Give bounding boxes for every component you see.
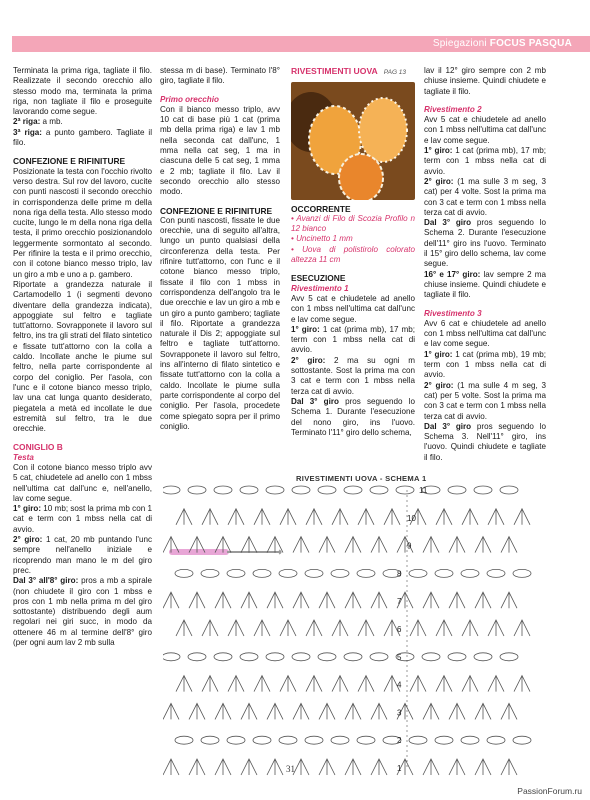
section-title: RIVESTIMENTI UOVA — [291, 66, 378, 76]
stitch-chain-loop — [163, 653, 180, 661]
crochet-schema-diagram — [163, 468, 548, 786]
stitch-chain-loop — [253, 736, 271, 744]
subsection-title: Rivestimento 2 — [424, 104, 482, 114]
stitch-chain-loop — [474, 486, 492, 494]
stitch-chain-loop — [214, 653, 232, 661]
row-text: a mb. — [40, 117, 63, 127]
stitch-chain-loop — [396, 486, 414, 494]
row-text: a punto gambero. Tagliate il filo. — [13, 127, 152, 148]
row-label: Dal 3° giro — [424, 421, 472, 431]
stitch-chain-loop — [422, 653, 440, 661]
section-title: CONIGLIO B — [13, 442, 63, 453]
stitch-chain-loop — [487, 569, 505, 577]
row-text: pros a mb a spirale (non chiudete il giro con 1 mbss e pros con 1 mb nella prima m del giro sottostante) distribuendo degli aum regolari nei giri succ, in modo da ottenere 46 m al termine dell'8° giro (per ogni aum lav 2 mb sulla — [13, 576, 152, 648]
row-number-label: 2 — [397, 736, 402, 746]
row-number-label: 5 — [397, 652, 402, 662]
row-number-label: 9 — [407, 541, 412, 551]
stitch-chain-loop — [227, 736, 245, 744]
header-title — [433, 38, 572, 49]
subsection-title: Primo orecchio — [160, 94, 219, 104]
stitch-chain-loop — [409, 736, 427, 744]
stitch-chain-loop — [435, 736, 453, 744]
row-number-label: 7 — [397, 597, 402, 607]
paragraph: Avv 5 cat e chiudetele ad anello con 1 mbss nell'ultima cat dall'unc e lav come segue. — [291, 293, 415, 324]
row-number-label: 8 — [397, 569, 402, 579]
stitch-chain-loop — [305, 569, 323, 577]
spacer — [424, 301, 546, 309]
row-text: 1 cat (prima mb), 17 mb; term con 1 mbss nella cat di avvio. — [424, 146, 546, 176]
paragraph — [13, 117, 152, 127]
paragraph — [424, 146, 546, 177]
stitch-chain-loop — [214, 486, 232, 494]
paragraph: Avv 6 cat e chiudetele ad anello con 1 mbss nell'ultima cat dall'unc e lav come segue. — [424, 318, 546, 349]
header-section: Spiegazioni — [432, 38, 487, 49]
stitch-chain-loop — [448, 486, 466, 494]
stitch-chain-loop — [188, 653, 206, 661]
subsection-title: Testa — [13, 452, 34, 462]
stitch-chain-loop — [279, 569, 297, 577]
section-title: CONFEZIONE E RIFINITURE — [13, 156, 126, 167]
paragraph — [424, 422, 546, 463]
stitch-chain-loop — [175, 569, 193, 577]
schema-title: RIVESTIMENTI UOVA - SCHEMA 1 — [296, 474, 427, 483]
stitch-chain-loop — [331, 569, 349, 577]
paragraph: Con il cotone bianco messo triplo avv 5 cat, chiudetele ad anello con 1 mbss nell'ultima cat dall'unc e, nell'anello, lav come segue. — [13, 462, 152, 503]
paragraph — [13, 576, 152, 648]
paragraph — [13, 535, 152, 576]
egg-shape — [359, 98, 407, 162]
stitch-chain-loop — [370, 653, 388, 661]
row-label: 2° giro: — [424, 380, 454, 390]
list-item: • Uova di polistirolo colorato altezza 11 cm — [291, 244, 415, 265]
column-b — [160, 66, 280, 432]
stitch-chain-loop — [292, 653, 310, 661]
spacer — [13, 148, 152, 156]
stitch-chain-loop — [201, 569, 219, 577]
paragraph: stessa m di base). Terminato l'8° giro, tagliate il filo. — [160, 66, 280, 86]
stitch-chain-loop — [448, 653, 466, 661]
stitch-chain-loop — [279, 736, 297, 744]
paragraph: lav il 12° giro sempre con 2 mb chiuse insieme. Quindi chiudete e tagliate il filo. — [424, 66, 546, 96]
row-label: 2° giro: — [13, 535, 43, 545]
stitch-chain-loop — [474, 653, 492, 661]
paragraph: Con il bianco messo triplo, avv 10 cat di base più 1 cat (prima mb della prima riga) e lav 1 mb nella seconda cat dall'unc, 1 mma nella cat seg, 1 ma in ciascuna delle 5 cat seg, 1 mma e 2 mb; tagliate il filo. Lav il secondo orecchio allo stesso modo. — [160, 104, 280, 197]
stitch-chain-loop — [292, 486, 310, 494]
stitch-chain-loop — [461, 736, 479, 744]
list-item: • Avanzi di Filo di Scozia Profilo n 12 bianco — [291, 213, 415, 234]
paragraph — [291, 397, 415, 438]
row-text: 1 cat, 20 mb puntando l'unc sempre nell'anello iniziale e ricoprendo man mano le m del giro prec. — [13, 535, 153, 575]
row-text: (1 ma sulle 3 m seg, 3 cat) per 4 volte. Sost la prima ma con 3 cat e term con 1 mbss nella terza cat di avvio. — [424, 176, 547, 217]
row-text: 1 cat (prima mb), 19 mb; term con 1 mbss nella cat di avvio. — [424, 349, 546, 380]
subsection-title: Rivestimento 3 — [424, 308, 482, 318]
stitch-chain-loop — [266, 653, 284, 661]
stitch-chain-loop — [331, 736, 349, 744]
paragraph — [424, 177, 546, 218]
row-label: Dal 3° all'8° giro: — [13, 576, 79, 586]
row-label: 1° giro: — [424, 146, 453, 156]
spacer — [160, 198, 280, 206]
column-d — [424, 66, 546, 463]
section-heading — [291, 66, 415, 78]
row-text: 2 ma su ogni m sottostante. Sost la prima ma con 3 cat e term con 1 mbss nella terza cat di avvio. — [291, 355, 415, 396]
row-text: lav sempre 2 ma chiuse insieme. Quindi chiudete e tagliate il filo. — [424, 269, 546, 300]
subsection-title: Rivestimento 1 — [291, 283, 349, 293]
row-label: 1° giro: — [13, 504, 42, 514]
page-ref: PAG 13 — [383, 69, 407, 76]
header-brand: FOCUS PASQUA — [489, 38, 572, 49]
stitch-chain-loop — [305, 736, 323, 744]
row-text: (1 ma sulle 4 m seg, 3 cat) per 5 volte. Sost la prima ma con 3 cat e term con 1 mbss nella terza cat di avvio. — [424, 380, 547, 421]
column-c — [291, 66, 415, 438]
row-text: 10 mb; sost la prima mb con 1 cat e term con 1 mbss nella cat di avvio. — [13, 504, 152, 534]
row-number-label: 4 — [397, 680, 402, 690]
stitch-chain-loop — [163, 486, 180, 494]
stitch-chain-loop — [461, 569, 479, 577]
stitch-chain-loop — [266, 486, 284, 494]
spacer — [291, 265, 415, 273]
paragraph: Posizionate la testa con l'occhio rivolto verso destra. Sul rov del lavoro, cucite con punti nascosti il secondo orecchio in corrispondenza delle prime m della nona riga della testa. Allo stesso modo cucite, lungo le m della nona riga della testa, il primo orecchio posizionandolo leggermente sormontato al secondo. Per rifinire la testa e il primo orecchio, con il cotone bianco messo triplo, lav un giro a mb e uno a p. gambero. — [13, 166, 152, 279]
row-label: 1° giro: — [424, 349, 453, 359]
page-number: 31 — [286, 764, 295, 774]
row-text: pros seguendo lo Schema 3. Nell'11° giro, ins l'uovo. Quindi chiudete e tagliate il filo. — [424, 421, 546, 462]
stitch-chain-loop — [227, 569, 245, 577]
stitch-chain-loop — [357, 569, 375, 577]
stitch-chain-loop — [409, 569, 427, 577]
paragraph: Riportate a grandezza naturale il Cartamodello 1 (i segmenti devono diventare della grandezza indicata), appoggiate sul feltro e tagliate tutt'attorno. Sovrapponete il lavoro sul feltro, ins tra gli strati del filato sintetico e fissate tutt'attorno con la colla a caldo. Incollate anche le piume sul feltro, nella parte corrispondente al corpo del coniglio. Per l'asola, con l'unc e il cotone bianco messo triplo, lav una cat lunga quanto desiderato, piegatela a metà ed incollate le due estremità sul feltro, tra le due orecchie. — [13, 279, 153, 434]
paragraph — [291, 356, 415, 397]
stitch-chain-loop — [318, 486, 336, 494]
row-number-label: 3 — [397, 708, 402, 718]
row-label: 2ª riga: — [13, 117, 41, 127]
list-item: • Uncinetto 1 mm — [291, 234, 353, 244]
spacer — [160, 87, 280, 95]
row-number-label: 6 — [397, 625, 402, 634]
column-a — [13, 66, 152, 648]
section-title: OCCORRENTE — [291, 203, 351, 214]
paragraph: Avv 5 cat e chiudetele ad anello con 1 mbss nell'ultima cat dall'unc e lav come segue. — [424, 115, 546, 145]
stitch-chain-loop — [435, 569, 453, 577]
paragraph — [424, 350, 546, 381]
row-text: 1 cat (prima mb), 17 mb; term con 1 mbss nella cat di avvio. — [291, 324, 415, 355]
stitch-chain-loop — [318, 653, 336, 661]
stitch-chain-loop — [201, 736, 219, 744]
paragraph: Terminata la prima riga, tagliate il filo. Realizzate il secondo orecchio allo stesso modo ma, terminata la prima riga, non tagliate il filo e proseguite lavorando come segue. — [13, 66, 152, 117]
row-label: 2° giro: — [291, 355, 326, 365]
spacer — [13, 434, 152, 442]
paragraph — [291, 325, 415, 356]
row-label: 16° e 17° giro: — [424, 269, 481, 279]
row-number-label: 11 — [419, 486, 428, 495]
paragraph — [424, 270, 546, 301]
row-number-label: 10 — [407, 513, 416, 523]
section-title: ESECUZIONE — [291, 273, 346, 284]
row-label: 3ª riga: — [13, 127, 42, 137]
stitch-chain-loop — [357, 736, 375, 744]
stitch-chain-loop — [175, 736, 193, 744]
paragraph — [424, 218, 546, 269]
row-label: Dal 3° giro — [424, 218, 472, 228]
row-label: 1° giro: — [291, 324, 320, 334]
stitch-chain-loop — [188, 486, 206, 494]
row-label: 2° giro: — [424, 176, 454, 186]
row-number-label: 1 — [397, 764, 402, 773]
stitch-chain-loop — [344, 486, 362, 494]
stitch-chain-loop — [344, 653, 362, 661]
stitch-chain-loop — [513, 569, 531, 577]
spacer — [424, 97, 546, 105]
eggs-photo — [291, 82, 415, 200]
watermark: PassionForum.ru — [517, 786, 582, 796]
stitch-chain-loop — [370, 486, 388, 494]
stitch-chain-loop — [240, 653, 258, 661]
stitch-chain-loop — [500, 653, 518, 661]
section-title: CONFEZIONE E RIFINITURE — [160, 205, 273, 216]
row-text: pros seguendo lo Schema 2. Durante l'esecuzione dell'11° giro ins l'uovo. Terminato il 15° giro dello schema, lav come segue. — [424, 218, 546, 269]
paragraph — [424, 381, 546, 422]
row-label: Dal 3° giro — [291, 396, 339, 406]
stitch-chain-loop — [240, 486, 258, 494]
stitch-chain-loop — [513, 736, 531, 744]
paragraph: Con punti nascosti, fissate le due orecchie, una di seguito all'altra, lungo un punto qualsiasi della circonferenza della testa. Per rifinire tutt'attorno, con l'unc e il cotone bianco messo triplo, fissate il filo con 1 mbss in corrispondenza dell'angolo tra le due orecchie e lav un giro a mb e un giro a punto gambero; tagliate il filo. Riportate a grandezza naturale il Dis 2; appoggiate sul feltro e tagliate tutt'attorno. Sovrapponete il lavoro sul feltro, ins all'interno di filato sintetico e fissate tutt'attorno con la colla a caldo. Incollate le piume sulla parte corrispondente al corpo del coniglio. Per l'asola, procedete come spiegato sopra per il primo coniglio. — [160, 215, 280, 431]
row-text: pros seguendo lo Schema 1. Durante l'esecuzione del nono giro, ins l'uovo. Terminato l'11° giro dello schema, — [291, 396, 415, 437]
stitch-chain-loop — [253, 569, 271, 577]
stitch-chain-loop — [500, 486, 518, 494]
paragraph — [13, 504, 152, 535]
stitch-chain-loop — [487, 736, 505, 744]
paragraph — [13, 128, 152, 149]
